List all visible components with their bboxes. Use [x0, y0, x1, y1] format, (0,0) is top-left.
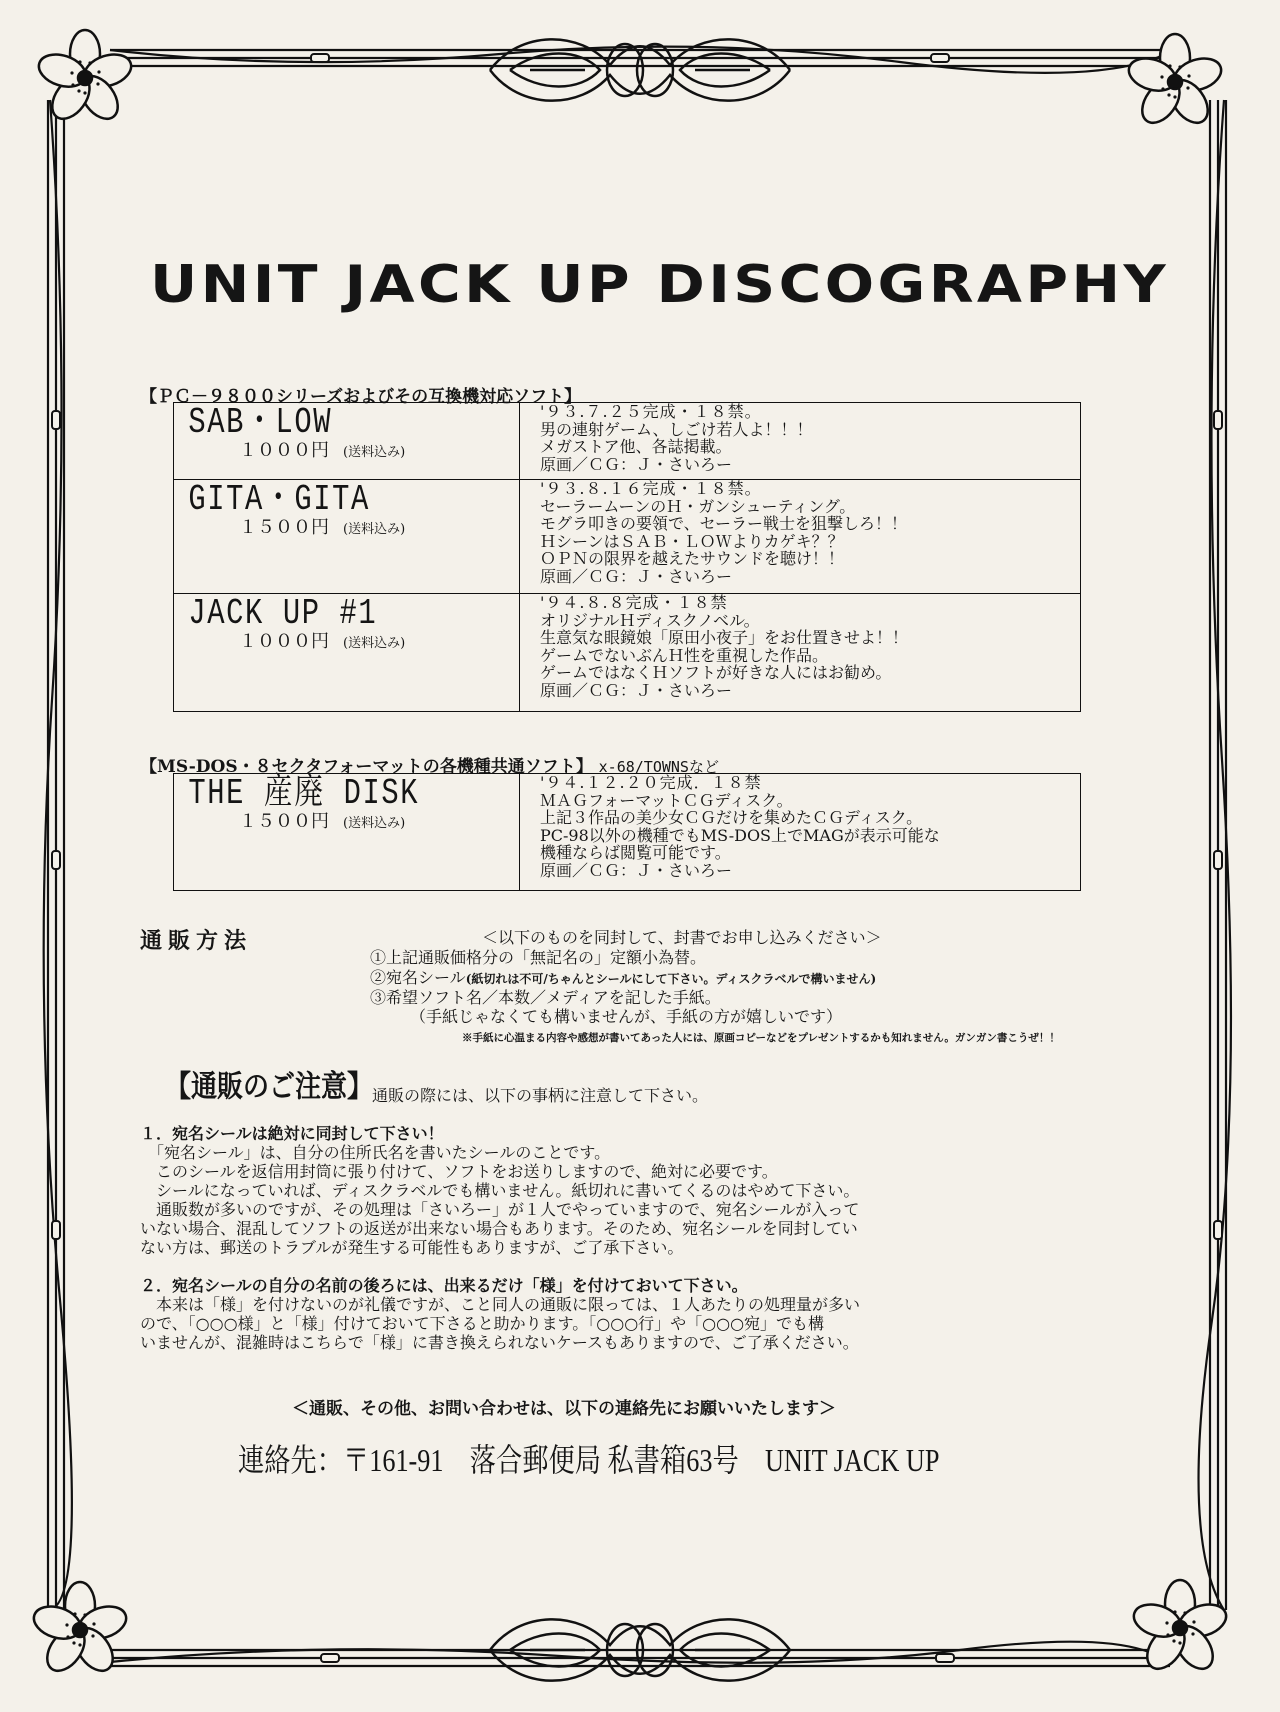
desc-line: モグラ叩きの要領で、セーラー戦士を狙撃しろ！！ — [540, 514, 908, 534]
contact-intro: ＜通販、その他、お問い合わせは、以下の連絡先にお願いいたします＞ — [292, 1399, 836, 1419]
product-desc-cell — [520, 774, 1081, 891]
notice-line: このシールを返信用封筒に張り付けて、ソフトをお送りしますので、絶対に必要です。 — [140, 1162, 778, 1181]
shipping-note: (送料込み) — [343, 445, 406, 460]
desc-line: '９３.７.２５完成・１８禁。 — [540, 402, 762, 421]
order-method-label: 通販方法 — [140, 928, 253, 954]
product-name: SAB・LOW — [188, 402, 333, 443]
section1-table — [173, 402, 1081, 712]
order-item-2-note: (紙切れは不可/ちゃんとシールにして下さい。ディスクラベルで構いません) — [465, 972, 877, 986]
notice-line: ので、「○○○様」と「様」付けておいて下さると助かります。「○○○行」や「○○○宛」でも構 — [140, 1314, 825, 1333]
table-row — [174, 480, 1081, 594]
table-row — [174, 774, 1081, 891]
order-item-3: ③希望ソフト名／本数／メディアを記した手紙。 — [370, 988, 721, 1007]
shipping-note: (送料込み) — [343, 636, 406, 651]
product-name-cell — [174, 774, 520, 891]
desc-line: 生意気な眼鏡娘「原田小夜子」をお仕置きせよ！！ — [540, 628, 909, 648]
table-row — [174, 403, 1081, 480]
desc-line: '９３.８.１６完成・１８禁。 — [540, 479, 762, 498]
product-name-cell — [174, 594, 520, 712]
notice-line: シールになっていれば、ディスクラベルでも構いません。紙切れに書いてくるのはやめて下さい。 — [140, 1181, 860, 1200]
shipping-note: (送料込み) — [343, 522, 406, 537]
product-name: GITA・GITA — [188, 479, 370, 520]
notice-paragraph-2 — [140, 1276, 860, 1352]
desc-line: セーラームーンのＨ・ガンシューティング。 — [540, 496, 856, 516]
order-intro: ＜以下のものを同封して、封書でお申し込みください＞ — [482, 928, 882, 947]
desc-line: ゲームではなくＨソフトが好きな人にはお勧め。 — [540, 663, 892, 683]
notice-line: 通販数が多いのですが、その処理は「さいろー」が１人でやっていますので、宛名シールが入って — [140, 1200, 860, 1219]
contact-address: 連絡先：〒161-91 落合郵便局 私書箱63号 UNIT JACK UP — [238, 1442, 940, 1478]
notice-p1-head: １．宛名シールは絶対に同封して下さい！ — [140, 1124, 444, 1143]
product-desc-cell — [520, 594, 1081, 712]
order-item-3-note: （手紙じゃなくても構いませんが、手紙の方が嬉しいです） — [410, 1007, 843, 1026]
product-name-cell — [174, 403, 520, 480]
desc-line: ＭＡＧフォーマットＣＧディスク。 — [540, 790, 793, 810]
shipping-note: (送料込み) — [343, 816, 406, 831]
section2-heading-suffix: x-68/TOWNSなど — [598, 758, 719, 776]
desc-line: 原画／ＣＧ：Ｊ・さいろー — [540, 566, 733, 586]
desc-line: ＯＰＮの限界を越えたサウンドを聴け！！ — [540, 549, 845, 569]
table-row — [174, 594, 1081, 712]
product-desc-cell — [520, 403, 1081, 480]
order-item-1: ①上記通販価格分の「無記名の」定額小為替。 — [370, 948, 707, 967]
desc-line: 原画／ＣＧ：Ｊ・さいろー — [540, 454, 733, 474]
desc-line: ＨシーンはＳＡＢ・ＬＯＷよりカゲキ？？ — [540, 531, 844, 551]
desc-line: 機種ならば閲覧可能です。 — [540, 843, 731, 863]
product-name: THE 産廃 DISK — [188, 773, 420, 814]
section2-heading-text: 【MS-DOS・８セクタフォーマットの各機種共通ソフト】 — [140, 757, 593, 777]
product-price: １５００円 — [239, 517, 329, 538]
product-name: JACK UP #1 — [188, 593, 378, 634]
product-desc-cell — [520, 480, 1081, 594]
notice-line: 「宛名シール」は、自分の住所氏名を書いたシールのことです。 — [140, 1143, 611, 1162]
product-price: １０００円 — [239, 631, 329, 652]
desc-line: PC-98以外の機種でもMS-DOS上でMAGが表示可能な — [540, 825, 940, 845]
notice-heading: 【通販のご注意】 — [165, 1070, 374, 1105]
order-item-2 — [370, 968, 876, 989]
notice-line: いない場合、混乱してソフトの返送が出来ない場合もあります。そのため、宛名シールを同封してい — [140, 1219, 858, 1238]
desc-line: 原画／ＣＧ：Ｊ・さいろー — [540, 680, 733, 700]
product-name-cell — [174, 480, 520, 594]
order-footnote: ※手紙に心温まる内容や感想が書いてあった人には、原画コピーなどをプレゼントするかも知れません。ガンガン書こうぜ！！ — [462, 1032, 1060, 1044]
notice-line: いませんが、混雑時はこちらで「様」に書き換えられないケースもありますので、ご了承ください。 — [140, 1333, 859, 1352]
desc-line: オリジナルＨディスクノベル。 — [540, 610, 760, 630]
section2-table — [173, 773, 1081, 891]
section1-heading: 【ＰＣ－９８００シリーズおよびその互換機対応ソフト】 — [140, 387, 582, 407]
notice-lead: 通販の際には、以下の事柄に注意して下さい。 — [372, 1086, 709, 1105]
desc-line: ゲームでないぶんＨ性を重視した作品。 — [540, 645, 829, 665]
desc-line: '９４.１２.２０完成．１８禁 — [540, 773, 762, 792]
notice-line: ない方は、郵送のトラブルが発生する可能性もありますが、ご了承下さい。 — [140, 1238, 684, 1257]
notice-p2-head: ２．宛名シールの自分の名前の後ろには、出来るだけ「様」を付けておいて下さい。 — [140, 1276, 748, 1295]
page-title: UNIT JACK UP DISCOGRAPHY — [150, 255, 1170, 315]
desc-line: 男の連射ゲーム、しごけ若人よ！！！ — [540, 419, 813, 439]
product-price: １５００円 — [239, 811, 329, 832]
notice-paragraph-1 — [140, 1124, 859, 1257]
product-price: １０００円 — [239, 440, 329, 461]
desc-line: 原画／ＣＧ：Ｊ・さいろー — [540, 860, 733, 880]
desc-line: '９４.８.８完成・１８禁 — [540, 593, 728, 612]
desc-line: 上記３作品の美少女ＣＧだけを集めたＣＧディスク。 — [540, 808, 923, 828]
order-item-2-main: ②宛名シール — [370, 968, 466, 987]
notice-line: 本来は「様」を付けないのが礼儀ですが、こと同人の通販に限っては、１人あたりの処理量が多い — [140, 1295, 861, 1314]
desc-line: メガストア他、各誌掲載。 — [540, 437, 732, 457]
